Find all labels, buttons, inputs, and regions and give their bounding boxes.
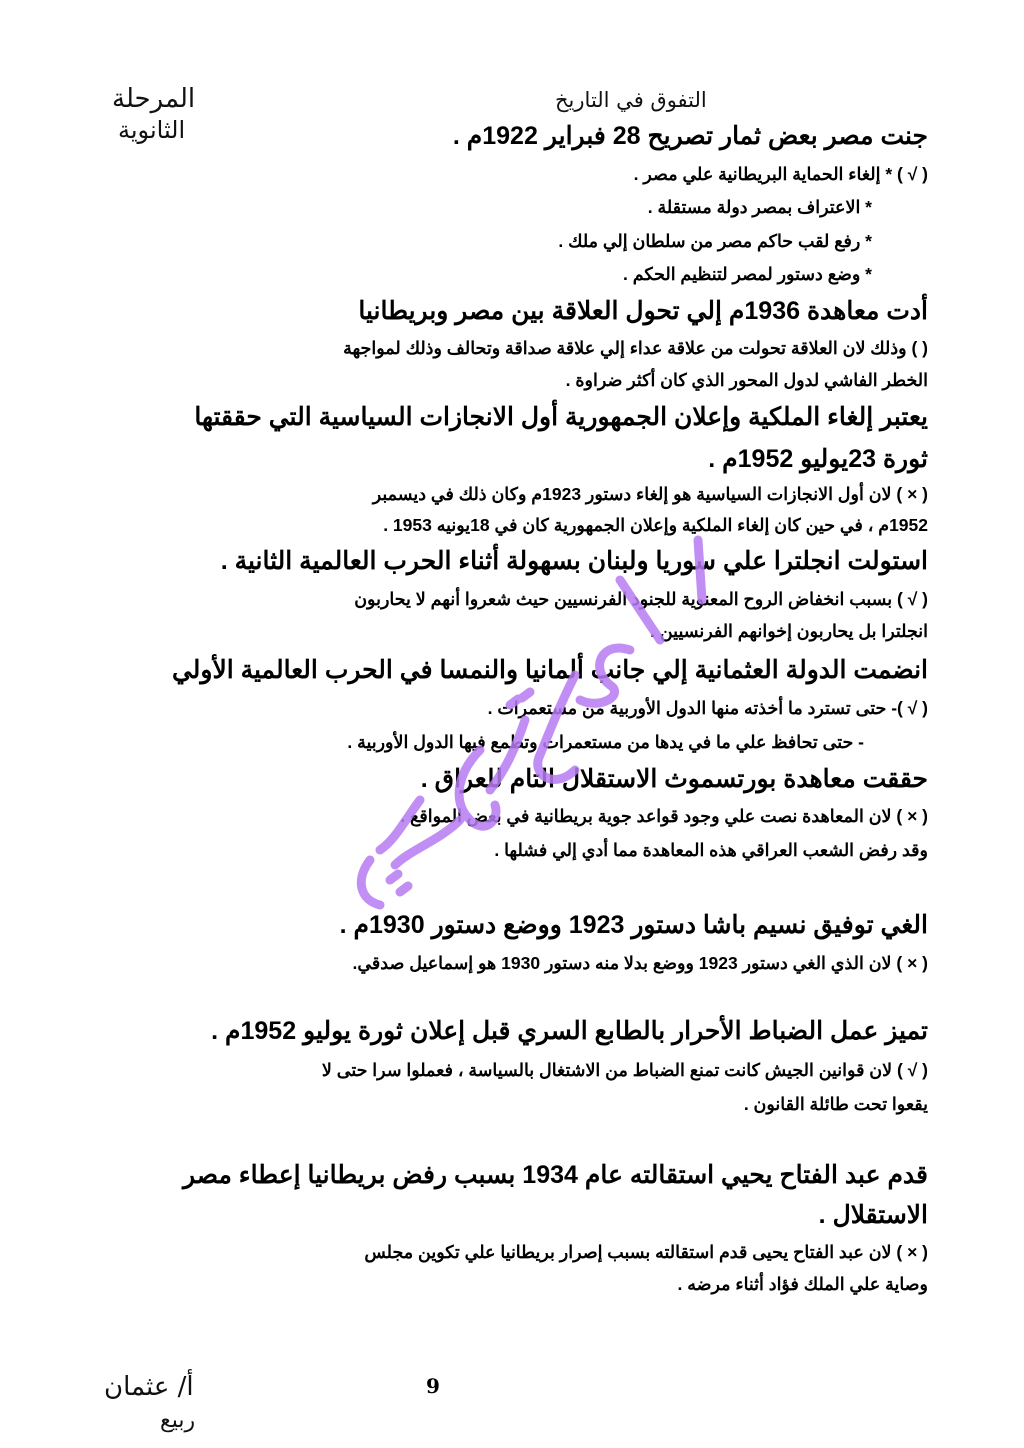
section-3-line-1: ( × ) لان أول الانجازات السياسية هو إلغاء دستور 1923م وكان ذلك في ديسمبر [372, 484, 928, 504]
section-8-title: تميز عمل الضباط الأحرار بالطابع السري قبل إعلان ثورة يوليو 1952م . [211, 1017, 928, 1045]
section-4-line-2: انجلترا بل يحاربون إخوانهم الفرنسيين . [650, 621, 928, 641]
document-title: التفوق في التاريخ [555, 88, 707, 112]
section-1-line-2: * الاعتراف بمصر دولة مستقلة . [647, 197, 872, 217]
section-3-title: يعتبر إلغاء الملكية وإعلان الجمهورية أول الانجازات السياسية التي حققتها [194, 403, 928, 431]
section-6-line-2: وقد رفض الشعب العراقي هذه المعاهدة مما أدي إلي فشلها . [494, 840, 928, 860]
section-5-title: انضمت الدولة العثمانية إلي جانب ألمانيا والنمسا في الحرب العالمية الأولي [171, 656, 928, 684]
section-6-line-1: ( × ) لان المعاهدة نصت علي وجود قواعد جوية بريطانية في بعض المواقع . [400, 806, 928, 826]
section-2-title: أدت معاهدة 1936م إلي تحول العلاقة بين مصر وبريطانيا [358, 297, 928, 325]
section-5-line-2: - حتى تحافظ علي ما في يدها من مستعمرات وتطمع فيها الدول الأوربية . [347, 732, 864, 752]
section-9-line-2: وصاية علي الملك فؤاد أثناء مرضه . [677, 1274, 928, 1294]
section-3-line-2: 1952م ، في حين كان إلغاء الملكية وإعلان الجمهورية كان في 18يونيه 1953 . [383, 515, 928, 535]
page-number: 9 [426, 1374, 440, 1398]
section-1-line-1: ( √ ) * إلغاء الحماية البريطانية علي مصر . [633, 164, 928, 184]
section-2-line-2: الخطر الفاشي لدول المحور الذي كان أكثر ضراوة . [565, 370, 928, 390]
section-6-title: حققت معاهدة بورتسموث الاستقلال التام للعراق . [420, 765, 928, 793]
stage-label: المرحلة [112, 84, 196, 114]
section-1-line-4: * وضع دستور لمصر لتنظيم الحكم . [623, 264, 872, 284]
section-9-title: قدم عبد الفتاح يحيي استقالته عام 1934 بسبب رفض بريطانيا إعطاء مصر [183, 1161, 928, 1189]
stage-label-cut: الثانوية [118, 116, 186, 144]
section-2-line-1: ( ) وذلك لان العلاقة تحولت من علاقة عداء إلي علاقة صداقة وتحالف وذلك لمواجهة [343, 338, 928, 358]
section-8-line-1: ( √ ) لان قوانين الجيش كانت تمنع الضباط من الاشتغال بالسياسة ، فعملوا سرا حتى لا [321, 1060, 928, 1080]
section-9-line-1: ( × ) لان عبد الفتاح يحيى قدم استقالته بسبب إصرار بريطانيا علي تكوين مجلس [364, 1242, 928, 1262]
section-1-line-3: * رفع لقب حاكم مصر من سلطان إلي ملك . [558, 231, 872, 251]
section-4-title: استولت انجلترا علي سوريا ولبنان بسهولة أثناء الحرب العالمية الثانية . [220, 547, 928, 575]
author-name: أ/ عثمان [104, 1372, 194, 1402]
section-9-title-cont: الاستقلال . [818, 1201, 928, 1229]
section-1-title: جنت مصر بعض ثمار تصريح 28 فبراير 1922م . [452, 122, 928, 150]
section-5-line-1: ( √ )- حتى تسترد ما أخذته منها الدول الأوربية من مستعمرات . [487, 698, 928, 718]
section-4-line-1: ( √ ) بسبب انخفاض الروح المعنوية للجنود الفرنسيين حيث شعروا أنهم لا يحاربون [354, 589, 928, 609]
section-8-line-2: يقعوا تحت طائلة القانون . [743, 1094, 928, 1114]
section-3-title-cont: ثورة 23يوليو 1952م . [708, 445, 928, 473]
section-7-line-1: ( × ) لان الذي الغي دستور 1923 ووضع بدلا منه دستور 1930 هو إسماعيل صدقي. [352, 953, 928, 973]
section-7-title: الغي توفيق نسيم باشا دستور 1923 ووضع دستور 1930م . [339, 911, 928, 939]
author-name-cont: ربيع [160, 1408, 196, 1433]
